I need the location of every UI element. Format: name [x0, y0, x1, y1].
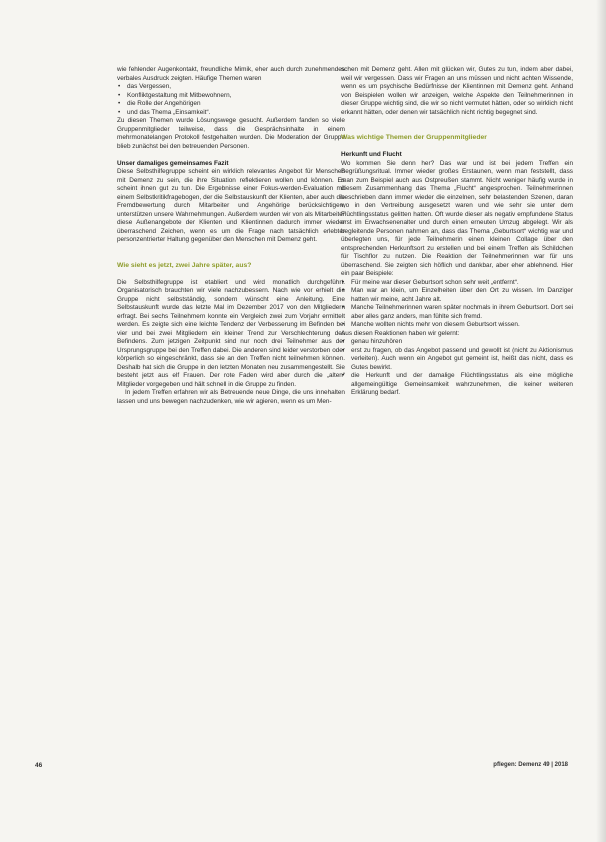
paragraph: schen mit Demenz geht. Allen mit glücken wir, Gutes zu tun, indem aber dabei, weil wir vergessen. Dass wir Fragen an uns müssen und nicht achten Wissende, wenn es um psychische Bedürfnisse der Klientinnen mit Demenz geht. Anhand von Beispielen wollen wir anzeigen, welche Aspekte den Teilnehmerinnen in dieser Gruppe wichtig sind, die wir so nicht vermutet hätten, oder so wirklich nicht erkannt hätten, oder denen wir tatsächlich nicht richtig begegnet sind. — [341, 66, 573, 116]
list-item: • und das Thema „Einsamkeit“. — [127, 109, 345, 118]
section-heading-themes: Was wichtige Themen der Gruppenmitglieder — [341, 134, 487, 141]
section-heading-fazit: Unser damaliges gemeinsames Fazit — [117, 159, 229, 167]
paragraph: Diese Selbsthilfegruppe scheint ein wirklich relevantes Angebot für Menschen mit Demenz zu sein, die ihre Situation reflektieren wollen und können. Es scheint ihnen gut zu tun. Die Ergebnisse einer Fokus-werden-Evaluation mit einem Selbstkritikfragebogen, der die Selbstauskunft der Klienten, aber auch die Fremdbewertung durch Mitarbeiter und Angehörige berücksichtigen, unterstützen unsere Wahrnehmungen. Außerdem wurden wir von als Mitarbeiter diese Außenangebote der Klienten und Klientinnen dadurch immer wieder überraschend Zeichen, wenn es um die Frage nach tatsächlich erlebter personzentrierter Haltung gegenüber den Menschen mit Demenz geht. — [117, 168, 345, 243]
list-item: • die Rolle der Angehörigen — [127, 100, 345, 109]
section-heading-now: Wie sieht es jetzt, zwei Jahre später, aus? — [117, 261, 252, 269]
list-item: • Man war an klein, um Einzelheiten über den Ort zu wissen. Im Danziger hatten wir meine, acht Jahre alt. — [351, 287, 573, 304]
list-item: • die Herkunft und der damalige Flüchtlingsstatus als eine mögliche allgemeingültige Gemeinsamkeit wahrzunehmen, die keiner weiteren Erklärung bedarf. — [351, 372, 573, 398]
list-item: • das Vergessen, — [127, 83, 345, 92]
journal-footer: pflegen: Demenz 49 | 2018 — [493, 762, 568, 768]
list-item: • Manche wollten nichts mehr von diesem Geburtsort wissen. — [351, 321, 573, 330]
paragraph: Die Selbsthilfegruppe ist etabliert und wird monatlich durchgeführt. Organisatorisch brauchten wir viele nachzubessern. Nach wie vor erhielt die Gruppe nicht selbstständig, sondern wünscht eine Anleitung. Eine Selbstauskunft wurde das letzte Mal im Dezember 2017 von den Mitgliedern erfragt. Bei sechs Teilnehmern konnte ein Vergleich zwei zum Vorjahr ermittelt werden. Es zeigte sich eine leichte Tendenz der Verbesserung im Befinden bei vier und bei zwei Mitgliedern ein kleiner Trend zur Verschlechterung des Befindens. Zum jetzigen Zeitpunkt sind nur noch drei Teilnehmer aus der Ursprungsgruppe bei den Treffen dabei. Die anderen sind leider verstorben oder körperlich so eingeschränkt, dass sie an den Treffen nicht teilnehmen können. Deshalb hat sich die Gruppe in den letzten Monaten neu zusammengestellt. Sie besteht jetzt aus elf Frauen. Der rote Faden wird aber durch die „alten“ Mitglieder vorgegeben und hält schnell in die Gruppe zu finden. — [117, 278, 345, 388]
paragraph: Wo kommen Sie denn her? Das war und ist bei jedem Treffen ein Begrüßungsritual. Immer wieder großes Erstaunen, wenn man feststellt, dass man zum Beispiel auch aus Ostpreußen stammt. Nicht weniger häufig wurde in diesem Zusammenhang das Thema „Flucht“ angesprochen. Teilnehmerinnen beschrieben dann immer wieder die einzelnen, sehr belastenden Szenen, daran wo in den Vertreibung ausgesetzt waren und wie sehr sie unter dem Flüchtlingsstatus gelitten hatten. Oft wurde dieser als negativ empfundene Status erst im Erwachsenenalter und durch einen erneuten Umzug abgelegt. Wir als begleitende Personen nahmen an, dass das Thema „Geburtsort“ wichtig war und überlegten uns, für jede Teilnehmerin einen kleinen Collage über den entsprechenden Herkunftsort zu erstellen und bei einem Treffen als Schildchen für Tischflor zu nutzen. Die Reaktion der Teilnehmerinnen war für uns überraschend. Sie zeigten sich höflich und dankbar, aber eher ablehnend. Hier ein paar Beispiele: — [341, 159, 573, 277]
quote-list — [341, 279, 573, 330]
list-item: • genau hinzuhören — [351, 338, 573, 347]
right-column — [341, 66, 573, 398]
paragraph: In jedem Treffen erfahren wir als Betreuende neue Dinge, die uns innehalten lassen und uns bewegen nachzudenken, wie wir agieren, wenn es um Men- — [117, 389, 345, 405]
intro-paragraph: wie fehlender Augenkontakt, freundliche Mimik, eher auch durch zunehmendes verbales Ausdruck zeigten. Häufige Themen waren — [117, 66, 345, 82]
paragraph: Zu diesen Themen wurde Lösungswege gesucht. Außerdem fanden so viele Gruppenmitglieder teilweise, dass die Gesprächsinhalte in einem mehrmonatelangen Protokoll festgehalten wurden. Die Moderation der Gruppe blieb zunächst bei den betreuenden Personen. — [117, 117, 345, 150]
list-item: • erst zu fragen, ob das Angebot passend und gewollt ist (nicht zu Aktionismus verleiten). Auch wenn ein Angebot gut gemeint ist, heißt das nicht, dass es Gutes bewirkt. — [351, 347, 573, 373]
list-item: • Konfliktgestaltung mit Mitbewohnern, — [127, 92, 345, 101]
topic-list — [117, 83, 345, 117]
subheading-herkunft: Herkunft und Flucht — [341, 151, 402, 158]
page-number: 46 — [35, 762, 43, 769]
left-column — [117, 66, 345, 406]
lesson-list — [341, 338, 573, 398]
paragraph: Aus diesen Reaktionen haben wir gelernt: — [341, 329, 460, 337]
list-item: • Manche Teilnehmerinnen waren später nochmals in ihrem Geburtsort. Dort sei aber alles ganz anders, man fühlte sich fremd. — [351, 304, 573, 321]
list-item: • Für meine war dieser Geburtsort schon sehr weit „entfernt“. — [351, 279, 573, 288]
scan-edge-shadow — [596, 0, 606, 842]
